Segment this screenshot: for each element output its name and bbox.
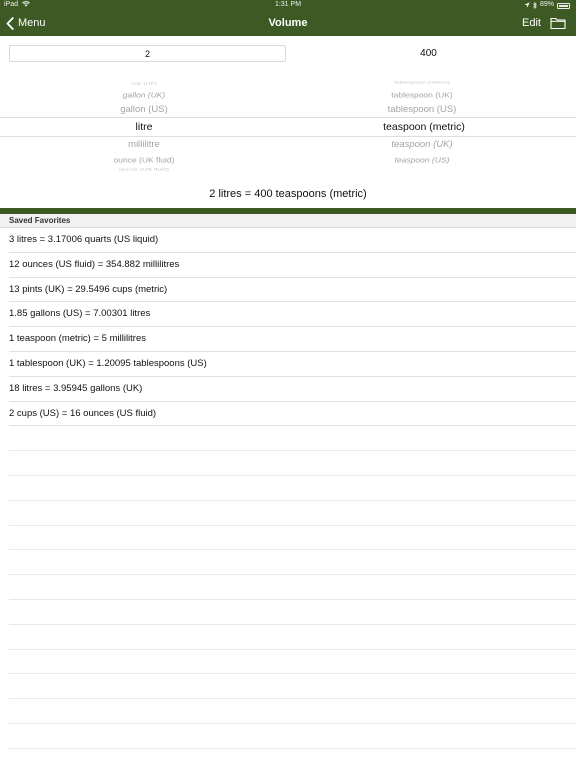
value-inputs bbox=[0, 36, 576, 76]
conversion-result: 2 litres = 400 teaspoons (metric) bbox=[209, 188, 367, 200]
picker-item[interactable]: teaspoon (UK) bbox=[391, 139, 453, 150]
edit-button[interactable]: Edit bbox=[522, 17, 541, 29]
from-unit-picker[interactable] bbox=[0, 76, 288, 176]
favorite-row[interactable] bbox=[0, 228, 576, 253]
favorite-row[interactable] bbox=[0, 377, 576, 402]
saved-favorites-title: Saved Favorites bbox=[9, 216, 71, 225]
from-value-input[interactable] bbox=[9, 45, 286, 62]
favorite-row[interactable] bbox=[0, 302, 576, 327]
picker-item[interactable]: ounce (UK fluid) bbox=[113, 155, 175, 165]
picker-item[interactable]: ounce (US fluid) bbox=[118, 167, 170, 172]
folder-icon[interactable] bbox=[550, 16, 566, 30]
to-unit-picker[interactable] bbox=[288, 76, 576, 176]
favorite-text: 1.85 gallons (US) = 7.00301 litres bbox=[9, 308, 151, 320]
favorite-text: 1 teaspoon (metric) = 5 millilitres bbox=[9, 333, 147, 345]
status-time: 1:31 PM bbox=[274, 1, 302, 8]
picker-item[interactable]: gallon (US) bbox=[120, 104, 168, 115]
empty-row bbox=[0, 575, 576, 600]
status-right bbox=[524, 0, 570, 10]
favorite-text: 13 pints (UK) = 29.5496 cups (metric) bbox=[9, 283, 168, 295]
favorite-row[interactable] bbox=[0, 278, 576, 303]
picker-item[interactable]: teaspoon (US) bbox=[394, 155, 450, 165]
picker-item[interactable]: tablespoon (US) bbox=[387, 104, 457, 115]
picker-item-selected[interactable]: teaspoon (metric) bbox=[383, 121, 465, 133]
empty-row bbox=[0, 550, 576, 575]
picker-item[interactable]: cup (UK) bbox=[131, 81, 157, 86]
favorite-text: 2 cups (US) = 16 ounces (US fluid) bbox=[9, 407, 157, 419]
picker-item-selected[interactable]: litre bbox=[135, 121, 153, 133]
empty-row bbox=[0, 625, 576, 650]
empty-row bbox=[0, 674, 576, 699]
menu-back-label: Menu bbox=[18, 17, 46, 29]
empty-row bbox=[0, 724, 576, 749]
picker-item[interactable]: tablespoon (UK) bbox=[391, 90, 453, 100]
favorite-text: 18 litres = 3.95945 gallons (UK) bbox=[9, 382, 143, 394]
location-arrow-icon bbox=[524, 2, 530, 8]
navigation-bar bbox=[0, 10, 576, 36]
favorite-text: 3 litres = 3.17006 quarts (US liquid) bbox=[9, 234, 159, 245]
favorite-row[interactable] bbox=[0, 352, 576, 377]
saved-favorites-header bbox=[0, 214, 576, 228]
favorite-row[interactable] bbox=[0, 327, 576, 352]
battery-percent: 89% bbox=[539, 1, 554, 8]
favorite-text: 12 ounces (US fluid) = 354.882 millilitres bbox=[9, 258, 180, 270]
unit-picker bbox=[0, 76, 576, 176]
favorite-text: 1 tablespoon (UK) = 1.20095 tablespoons (US) bbox=[9, 357, 207, 369]
favorite-row[interactable] bbox=[0, 402, 576, 427]
picker-item[interactable]: millilitre bbox=[128, 139, 160, 150]
menu-back-button[interactable] bbox=[6, 14, 46, 32]
empty-row bbox=[0, 600, 576, 625]
status-device: iPad bbox=[4, 0, 30, 10]
empty-row bbox=[0, 501, 576, 526]
page-title: Volume bbox=[268, 17, 308, 29]
picker-item[interactable]: gallon (UK) bbox=[122, 90, 166, 100]
chevron-left-icon bbox=[6, 17, 14, 30]
battery-icon bbox=[557, 3, 570, 9]
favorites-list bbox=[0, 228, 576, 749]
bluetooth-icon bbox=[533, 2, 537, 9]
empty-row bbox=[0, 451, 576, 476]
empty-row bbox=[0, 426, 576, 451]
empty-row bbox=[0, 476, 576, 501]
to-value-display[interactable]: 400 bbox=[420, 48, 437, 59]
empty-row bbox=[0, 650, 576, 675]
picker-item[interactable]: tablespoon (metric) bbox=[394, 80, 450, 85]
status-bar bbox=[0, 0, 576, 10]
empty-row bbox=[0, 699, 576, 724]
empty-row bbox=[0, 526, 576, 551]
favorite-row[interactable] bbox=[0, 253, 576, 278]
